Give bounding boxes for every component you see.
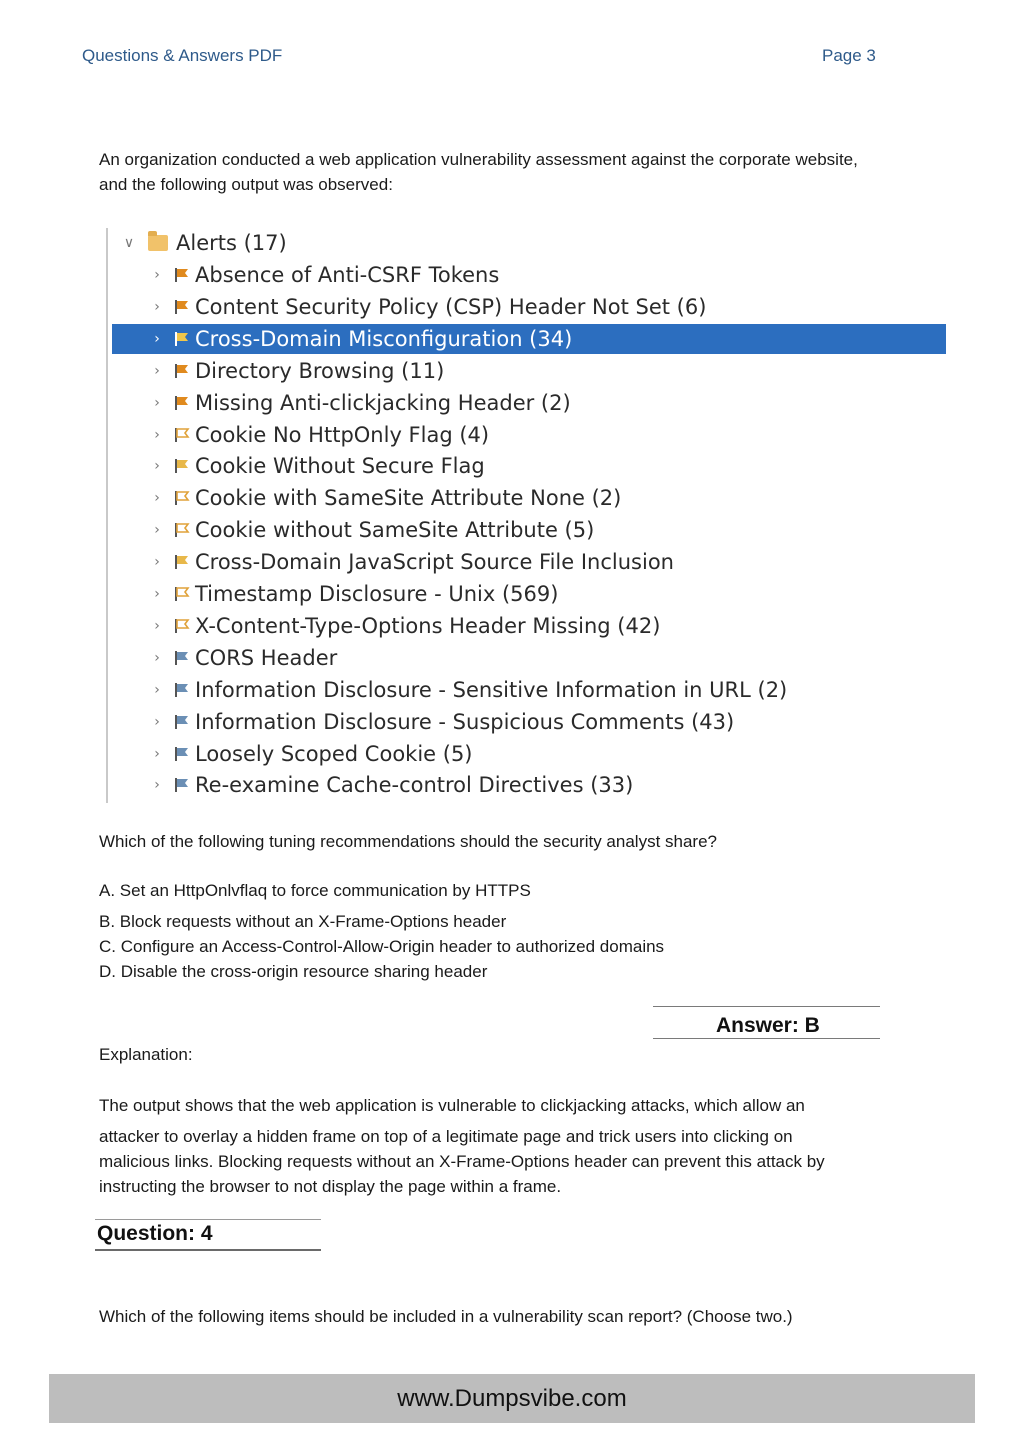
alert-label: Timestamp Disclosure - Unix (569): [195, 582, 559, 606]
alert-item[interactable]: [112, 770, 946, 800]
alert-label: Directory Browsing (11): [195, 359, 445, 383]
chevron-right-icon[interactable]: ›: [154, 458, 160, 474]
flag-icon: [172, 489, 192, 507]
alert-item[interactable]: [112, 611, 946, 641]
alert-label: Missing Anti-clickjacking Header (2): [195, 391, 571, 415]
alert-label: Cookie No HttpOnly Flag (4): [195, 423, 490, 447]
alert-label: Information Disclosure - Suspicious Comments (43): [195, 710, 735, 734]
alert-item[interactable]: [112, 739, 946, 769]
flag-icon: [172, 681, 192, 699]
alert-label: Re-examine Cache-control Directives (33): [195, 773, 634, 797]
chevron-right-icon[interactable]: ›: [154, 427, 160, 443]
alerts-tree-screenshot: [106, 228, 948, 803]
chevron-right-icon[interactable]: ›: [154, 363, 160, 379]
chevron-right-icon[interactable]: ›: [154, 618, 160, 634]
alert-label: Content Security Policy (CSP) Header Not Set (6): [195, 295, 707, 319]
flag-icon: [172, 617, 192, 635]
chevron-right-icon[interactable]: ›: [154, 299, 160, 315]
question-intro-line-2: and the following output was observed:: [99, 175, 393, 194]
flag-icon: [172, 585, 192, 603]
flag-icon: [172, 745, 192, 763]
chevron-right-icon[interactable]: ›: [154, 714, 160, 730]
question-intro-line-1: An organization conducted a web application vulnerability assessment against the corporate website,: [99, 150, 858, 169]
flag-icon: [172, 649, 192, 667]
alert-label: Cookie without SameSite Attribute (5): [195, 518, 595, 542]
alert-item[interactable]: [112, 451, 946, 481]
chevron-right-icon[interactable]: ›: [154, 650, 160, 666]
next-question-title: Question: 4: [97, 1222, 213, 1245]
question-top-rule: [95, 1219, 321, 1220]
alert-item[interactable]: [112, 292, 946, 322]
alert-item[interactable]: [112, 420, 946, 450]
explanation-label: Explanation:: [99, 1045, 193, 1064]
flag-icon: [172, 426, 192, 444]
chevron-right-icon[interactable]: ›: [154, 522, 160, 538]
chevron-right-icon[interactable]: ›: [154, 586, 160, 602]
explanation-line-2: attacker to overlay a hidden frame on top of a legitimate page and trick users into clicking on: [99, 1127, 793, 1146]
alert-label: CORS Header: [195, 646, 338, 670]
option-c: C. Configure an Access-Control-Allow-Origin header to authorized domains: [99, 937, 665, 956]
option-a: A. Set an HttpOnlvflaq to force communication by HTTPS: [99, 881, 531, 900]
alert-label: Absence of Anti-CSRF Tokens: [195, 263, 500, 287]
alert-label: Cookie with SameSite Attribute None (2): [195, 486, 622, 510]
next-question-text: Which of the following items should be included in a vulnerability scan report? (Choose two.): [99, 1307, 793, 1326]
answer-bottom-rule: [653, 1038, 880, 1039]
alert-item[interactable]: [112, 483, 946, 513]
answer-top-rule: [653, 1006, 880, 1007]
flag-icon: [172, 713, 192, 731]
alert-item[interactable]: [112, 547, 946, 577]
explanation-line-3: malicious links. Blocking requests without an X-Frame-Options header can prevent this attack by: [99, 1152, 825, 1171]
flag-icon: [172, 457, 192, 475]
option-d: D. Disable the cross-origin resource sharing header: [99, 962, 488, 981]
alert-item[interactable]: [112, 643, 946, 673]
chevron-right-icon[interactable]: ›: [154, 490, 160, 506]
answer-label: Answer: B: [716, 1014, 820, 1037]
alert-item[interactable]: [112, 260, 946, 290]
tree-root-label: Alerts (17): [176, 231, 287, 255]
explanation-line-4: instructing the browser to not display the page within a frame.: [99, 1177, 562, 1196]
flag-icon: [172, 521, 192, 539]
explanation-line-1: The output shows that the web application is vulnerable to clickjacking attacks, which allow an: [99, 1096, 805, 1115]
flag-icon: [172, 266, 192, 284]
chevron-right-icon[interactable]: ›: [154, 682, 160, 698]
alert-item[interactable]: [112, 579, 946, 609]
alert-label: Information Disclosure - Sensitive Information in URL (2): [195, 678, 788, 702]
alert-item[interactable]: [112, 388, 946, 418]
chevron-right-icon[interactable]: ›: [154, 267, 160, 283]
chevron-right-icon[interactable]: ›: [154, 746, 160, 762]
chevron-right-icon[interactable]: ›: [154, 331, 160, 347]
question-bottom-rule: [95, 1249, 321, 1251]
flag-icon: [172, 776, 192, 794]
tree-root-alerts[interactable]: [112, 228, 946, 258]
chevron-down-icon[interactable]: ∨: [123, 235, 135, 251]
alert-label: Cross-Domain JavaScript Source File Inclusion: [195, 550, 674, 574]
chevron-right-icon[interactable]: ›: [154, 777, 160, 793]
flag-icon: [172, 394, 192, 412]
alert-item[interactable]: [112, 356, 946, 386]
footer-banner: [49, 1374, 975, 1423]
footer-url[interactable]: www.Dumpsvibe.com: [397, 1384, 627, 1412]
page-number: Page 3: [822, 46, 876, 65]
alert-label: X-Content-Type-Options Header Missing (42): [195, 614, 661, 638]
alert-item[interactable]: [112, 707, 946, 737]
alert-label: Loosely Scoped Cookie (5): [195, 742, 473, 766]
option-b: B. Block requests without an X-Frame-Options header: [99, 912, 507, 931]
flag-icon: [172, 330, 192, 348]
question-text: Which of the following tuning recommendations should the security analyst share?: [99, 832, 718, 851]
folder-icon: [148, 235, 168, 251]
page-header-title: Questions & Answers PDF: [82, 46, 283, 65]
alert-item[interactable]: [112, 675, 946, 705]
alert-label: Cookie Without Secure Flag: [195, 454, 485, 478]
alert-item[interactable]: [112, 515, 946, 545]
flag-icon: [172, 553, 192, 571]
chevron-right-icon[interactable]: ›: [154, 395, 160, 411]
flag-icon: [172, 362, 192, 380]
chevron-right-icon[interactable]: ›: [154, 554, 160, 570]
flag-icon: [172, 298, 192, 316]
alert-label: Cross-Domain Misconfiguration (34): [195, 327, 573, 351]
alert-item[interactable]: [112, 324, 946, 354]
